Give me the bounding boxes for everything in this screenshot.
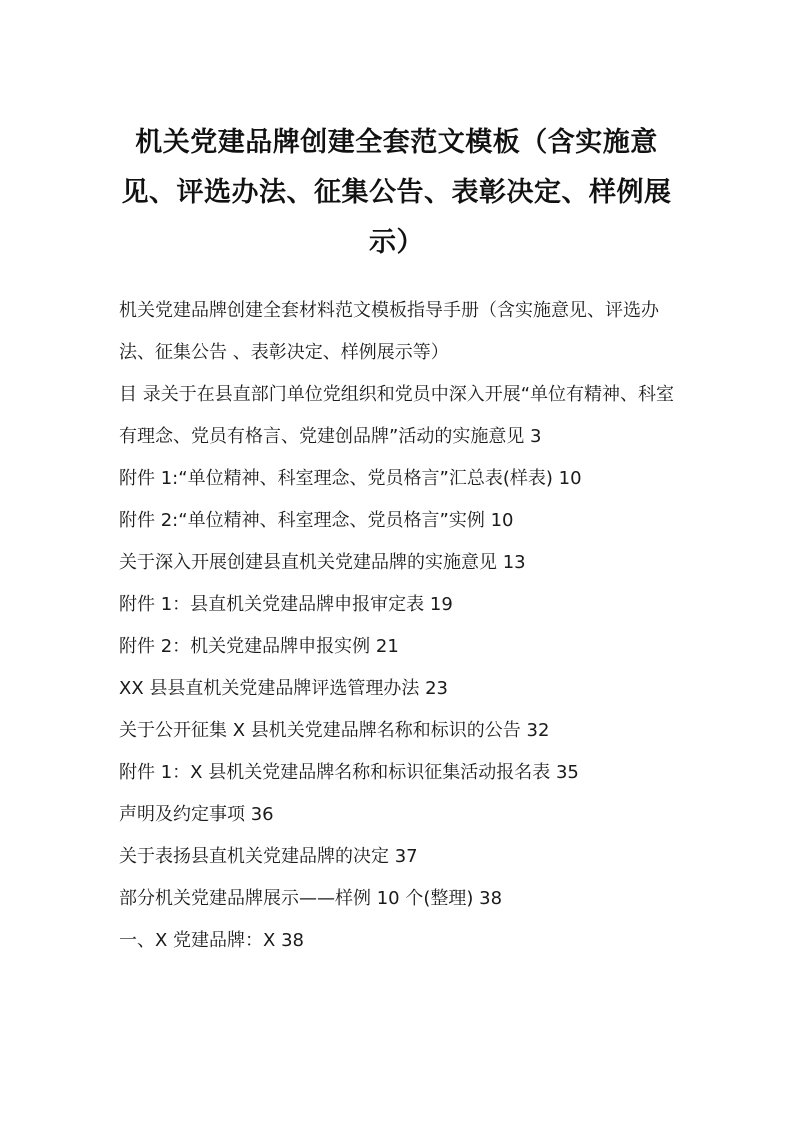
toc-entry: 部分机关党建品牌展示——样例 10 个(整理) 38	[119, 888, 503, 909]
toc-entry: 附件 1:“单位精神、科室理念、党员格言”汇总表(样表) 10	[119, 468, 582, 489]
toc-entry: 关于深入开展创建县直机关党建品牌的实施意见 13	[119, 552, 526, 573]
toc-entry: XX 县县直机关党建品牌评选管理办法 23	[119, 678, 449, 699]
toc-entry: 附件 2：机关党建品牌申报实例 21	[119, 636, 399, 657]
toc-entry: 关于表扬县直机关党建品牌的决定 37	[119, 846, 418, 867]
toc-entry: 一、X 党建品牌：X 38	[119, 930, 305, 951]
toc-entry: 附件 1：X 县机关党建品牌名称和标识征集活动报名表 35	[119, 762, 579, 783]
toc-entry: 附件 2:“单位精神、科室理念、党员格言”实例 10	[119, 510, 514, 531]
toc-entry: 关于公开征集 X 县机关党建品牌名称和标识的公告 32	[119, 720, 550, 741]
document-body	[119, 290, 689, 962]
toc-entry: 目 录关于在县直部门单位党组织和党员中深入开展“单位有精神、科室有理念、党员有格言、党建创品牌”活动的实施意见 3	[119, 384, 675, 447]
toc-entry: 声明及约定事项 36	[119, 804, 274, 825]
document-title: 机关党建品牌创建全套范文模板（含实施意见、评选办法、征集公告、表彰决定、样例展示）	[121, 127, 672, 258]
intro-paragraph: 机关党建品牌创建全套材料范文模板指导手册（含实施意见、评选办法、征集公告 、表彰决定、样例展示等）	[119, 300, 659, 363]
toc-entry: 附件 1：县直机关党建品牌申报审定表 19	[119, 594, 453, 615]
